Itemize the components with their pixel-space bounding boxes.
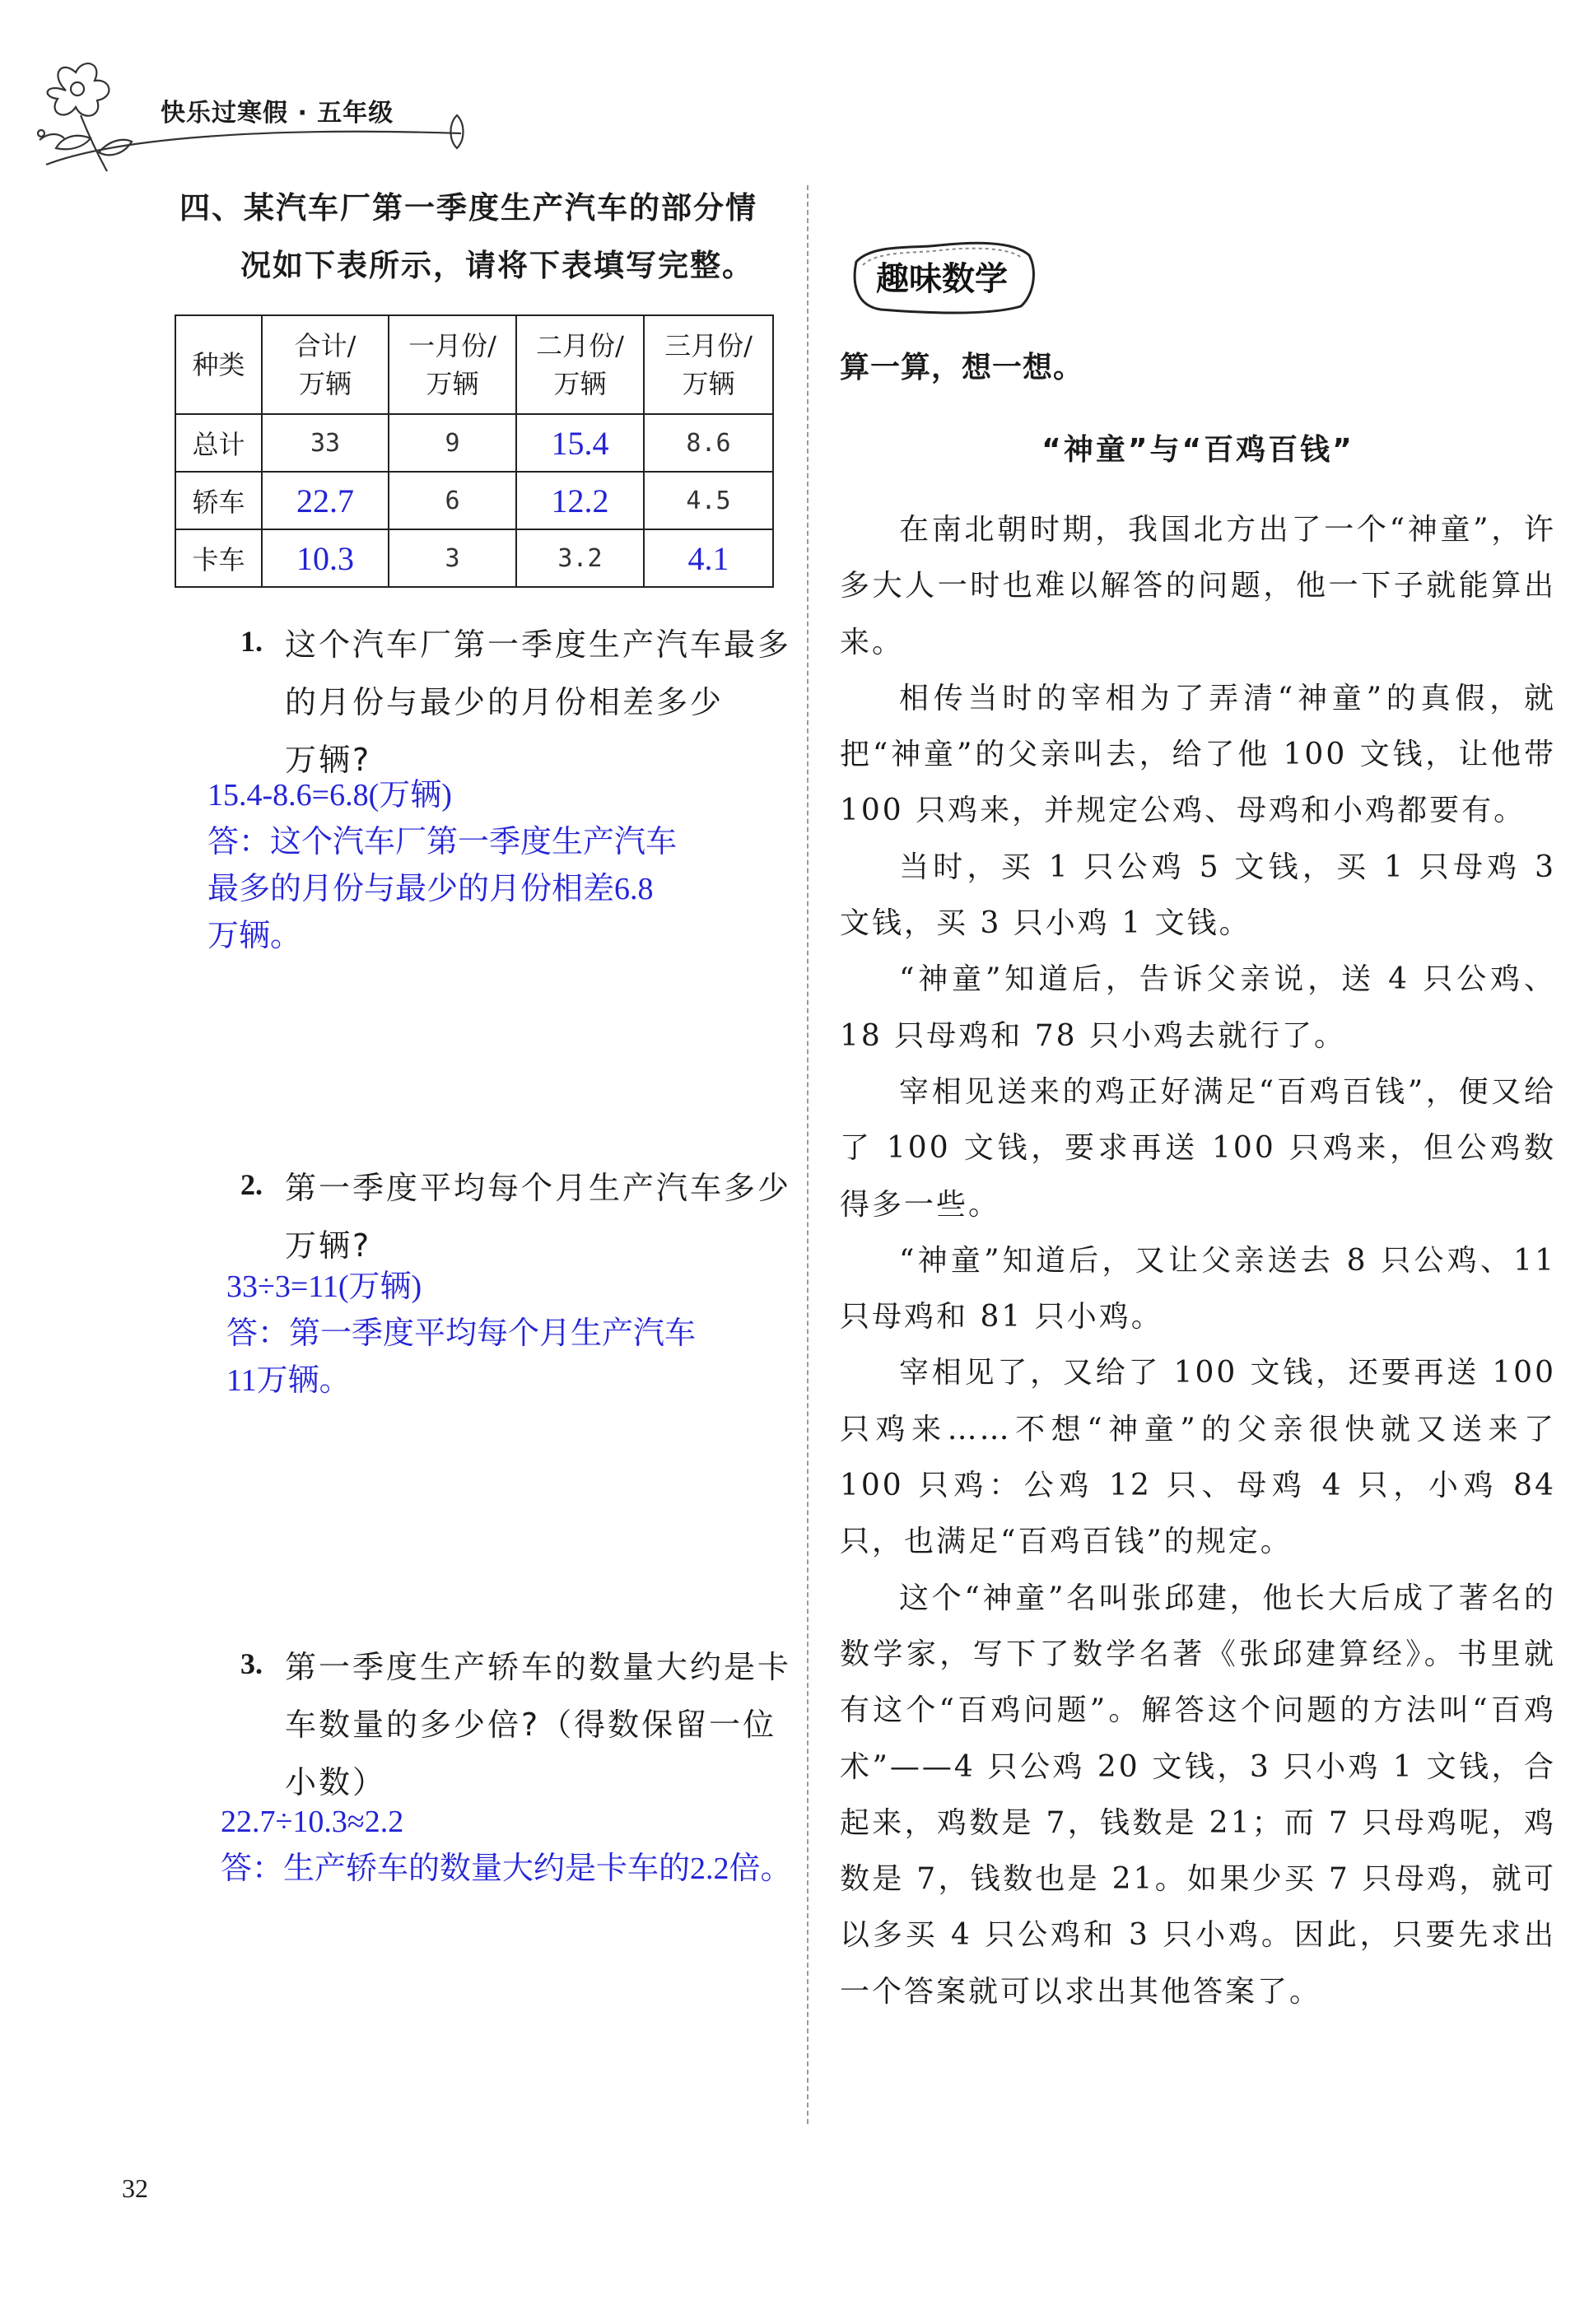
table-cell-answer: 12.2 — [516, 472, 644, 529]
table-cell-answer: 22.7 — [262, 472, 389, 529]
row-label-total: 总计 — [175, 414, 262, 472]
question-3-answer: 22.7÷10.3≈2.2 答：生产轿车的数量大约是卡车的2.2倍。 — [221, 1805, 792, 1886]
subheading: 算一算，想一想。 — [840, 351, 1084, 384]
story-body — [840, 502, 1556, 2020]
table-cell: 6 — [389, 472, 516, 529]
table-header-row — [175, 315, 773, 414]
table-cell-answer: 4.1 — [644, 529, 773, 587]
story-paragraph: 这个“神童”名叫张邱建，他长大后成了著名的数学家，写下了数学名著《张邱建算经》。书里就有这个“百鸡问题”。解答这个问题的方法叫“百鸡术”——4 只公鸡 20 文钱，3 只小鸡 1 文钱，合起来，鸡数是 7，钱数是 21；而 7 只母鸡呢，鸡数是 7，钱数也是 21。如果少买 7 只母鸡，就可以多买 4 只公鸡和 3 只小鸡。因此，只要先求出一个答案就可以求出其他答案了。 — [840, 1581, 1556, 2009]
column-divider — [807, 185, 808, 2124]
question-3-text: 第一季度生产轿车的数量大约是卡 车数量的多少倍?（得数保留一位 小数） — [285, 1649, 792, 1800]
fun-math-badge-label: 趣味数学 — [876, 260, 1008, 298]
table-cell-answer: 10.3 — [262, 529, 389, 587]
table-header-jan: 一月份/ 万辆 — [389, 315, 516, 414]
table-cell: 3.2 — [516, 529, 644, 587]
table-cell-answer: 15.4 — [516, 414, 644, 472]
question-2-number: 2. — [240, 1168, 263, 1201]
story-paragraph: 宰相见了，又给了 100 文钱，还要再送 100 只鸡来……不想“神童”的父亲很快就又送来了 100 只鸡：公鸡 12 只、母鸡 4 只，小鸡 84 只，也满足“百鸡百钱”的规定。 — [840, 1356, 1556, 1559]
story-title: “神童”与“百鸡百钱” — [1041, 433, 1354, 467]
table-row — [175, 472, 773, 529]
table-corner-cell: 种类 — [175, 315, 262, 414]
question-1-text: 这个汽车厂第一季度生产汽车最多 的月份与最少的月份相差多少 万辆? — [285, 626, 792, 778]
story-paragraph: “神童”知道后，又让父亲送去 8 只公鸡、11 只母鸡和 81 只小鸡。 — [840, 1243, 1556, 1334]
question-1-number: 1. — [240, 625, 263, 658]
story-paragraph: 在南北朝时期，我国北方出了一个“神童”，许多大人一时也难以解答的问题，他一下子就能算出来。 — [840, 513, 1556, 659]
question-2-answer: 33÷3=11(万辆) 答：第一季度平均每个月生产汽车 11万辆。 — [226, 1269, 697, 1398]
story-paragraph: 宰相见送来的鸡正好满足“百鸡百钱”，便又给了 100 文钱，要求再送 100 只鸡来，但公鸡数得多一些。 — [840, 1074, 1556, 1222]
page-number: 32 — [122, 2173, 148, 2203]
section-four-heading: 四、某汽车厂第一季度生产汽车的部分情 — [179, 190, 757, 226]
story-paragraph: 相传当时的宰相为了弄清“神童”的真假，就把“神童”的父亲叫去，给了他 100 文钱，让他带 100 只鸡来，并规定公鸡、母鸡和小鸡都要有。 — [840, 681, 1556, 828]
fun-math-badge — [848, 237, 1036, 316]
table-cell: 3 — [389, 529, 516, 587]
table-row — [175, 414, 773, 472]
table-header-mar: 三月份/ 万辆 — [644, 315, 773, 414]
story-paragraph: 当时，买 1 只公鸡 5 文钱，买 1 只母鸡 3 文钱，买 3 只小鸡 1 文钱。 — [840, 850, 1556, 941]
table-header-total: 合计/ 万辆 — [262, 315, 389, 414]
table-cell: 8.6 — [644, 414, 773, 472]
story-paragraph: “神童”知道后，告诉父亲说，送 4 只公鸡、18 只母鸡和 78 只小鸡去就行了。 — [840, 962, 1556, 1053]
table-cell: 33 — [262, 414, 389, 472]
table-row — [175, 529, 773, 587]
table-cell: 9 — [389, 414, 516, 472]
table-header-feb: 二月份/ 万辆 — [516, 315, 644, 414]
section-four-heading-line2: 况如下表所示，请将下表填写完整。 — [240, 248, 754, 283]
production-table — [175, 314, 774, 588]
table-cell: 4.5 — [644, 472, 773, 529]
question-1-answer: 15.4-8.6=6.8(万辆) 答：这个汽车厂第一季度生产汽车 最多的月份与最少的月份相差6.8 万辆。 — [207, 778, 678, 953]
row-label-truck: 卡车 — [175, 529, 262, 587]
question-3-number: 3. — [240, 1647, 263, 1680]
row-label-car: 轿车 — [175, 472, 262, 529]
question-2-text: 第一季度平均每个月生产汽车多少 万辆? — [285, 1170, 792, 1264]
header-title: 快乐过寒假 · 五年级 — [161, 99, 394, 128]
